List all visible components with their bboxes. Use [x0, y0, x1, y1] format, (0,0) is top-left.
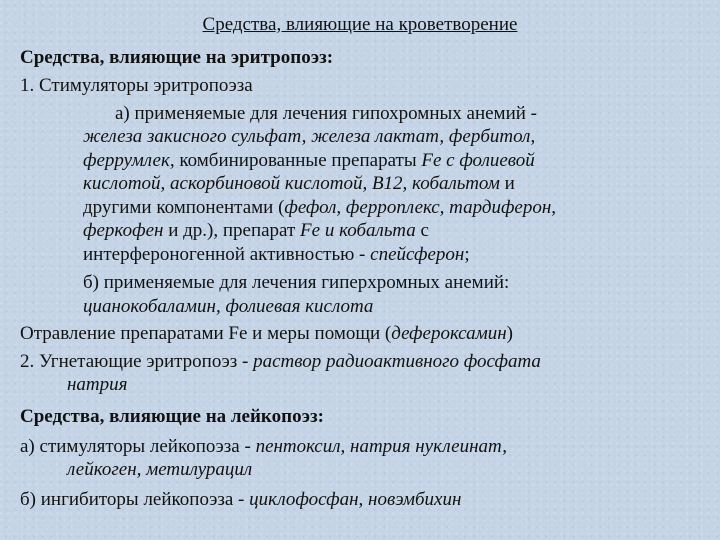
text-span: и др.), препарат — [163, 220, 301, 241]
leukopoiesis-heading: Средства, влияющие на лейкопоэз: — [20, 406, 324, 427]
text-span: ; — [464, 244, 470, 265]
drug-name: феркофен — [83, 220, 164, 241]
text-span: с — [415, 220, 429, 241]
text-span: интерфероногенной активностью - — [83, 244, 371, 265]
text-span: другими компонентами ( — [83, 197, 285, 218]
inhibitors-line-2: натрия — [67, 374, 128, 395]
item-a-line-2: железа закисного сульфат, железа лактат, фербитол, — [83, 126, 536, 147]
text-span: 2. Угнетающие эритропоэз - — [20, 351, 254, 372]
item-a-line-4 — [83, 172, 515, 196]
stimulators-heading: 1. Стимуляторы эритропоэза — [20, 75, 253, 96]
drug-name: спейсферон — [370, 244, 465, 265]
item-a-line-1: а) применяемые для лечения гипохромных анемий - — [115, 103, 537, 124]
item-a-line-5 — [83, 196, 556, 220]
leuko-b-line — [20, 488, 461, 512]
item-a-line-7 — [83, 243, 470, 267]
drug-name: циклофосфан, новэмбихин — [249, 489, 462, 510]
leuko-a-line-2: лейкоген, метилурацил — [67, 459, 253, 480]
item-a-line-6 — [83, 219, 429, 243]
drug-name: феррумлек, — [83, 150, 175, 171]
leuko-a-line-1 — [20, 435, 507, 459]
drug-name: кислотой, аскорбиновой кислотой, В12, кобальтом — [83, 173, 500, 194]
drug-name: фефол, ферроплекс, тардиферон, — [284, 197, 557, 218]
item-b-line-1: б) применяемые для лечения гиперхромных анемий: — [83, 272, 510, 293]
text-span: ) — [506, 323, 513, 344]
drug-name: Fe и кобальта — [300, 220, 416, 241]
text-span: и — [499, 173, 515, 194]
drug-name: раствор радиоактивного фосфата — [253, 351, 541, 372]
text-span: Отравление препаратами Fe и меры помощи ( — [20, 323, 392, 344]
erythropoiesis-heading: Средства, влияющие на эритропоэз: — [20, 47, 334, 68]
text-span: а) стимуляторы лейкопоэза - — [20, 436, 256, 457]
text-span: б) ингибиторы лейкопоэза - — [20, 489, 250, 510]
text-span: комбинированные препараты — [174, 150, 422, 171]
drug-name: дефероксамин — [391, 323, 507, 344]
slide-title: Средства, влияющие на кроветворение — [202, 14, 518, 35]
item-a-line-3 — [83, 149, 535, 173]
poisoning-line — [20, 322, 513, 346]
drug-name: Fe с фолиевой — [421, 150, 535, 171]
item-b-line-2: цианокобаламин, фолиевая кислота — [83, 296, 374, 317]
drug-name: пентоксил, натрия нуклеинат, — [255, 436, 507, 457]
inhibitors-line-1 — [20, 350, 541, 374]
